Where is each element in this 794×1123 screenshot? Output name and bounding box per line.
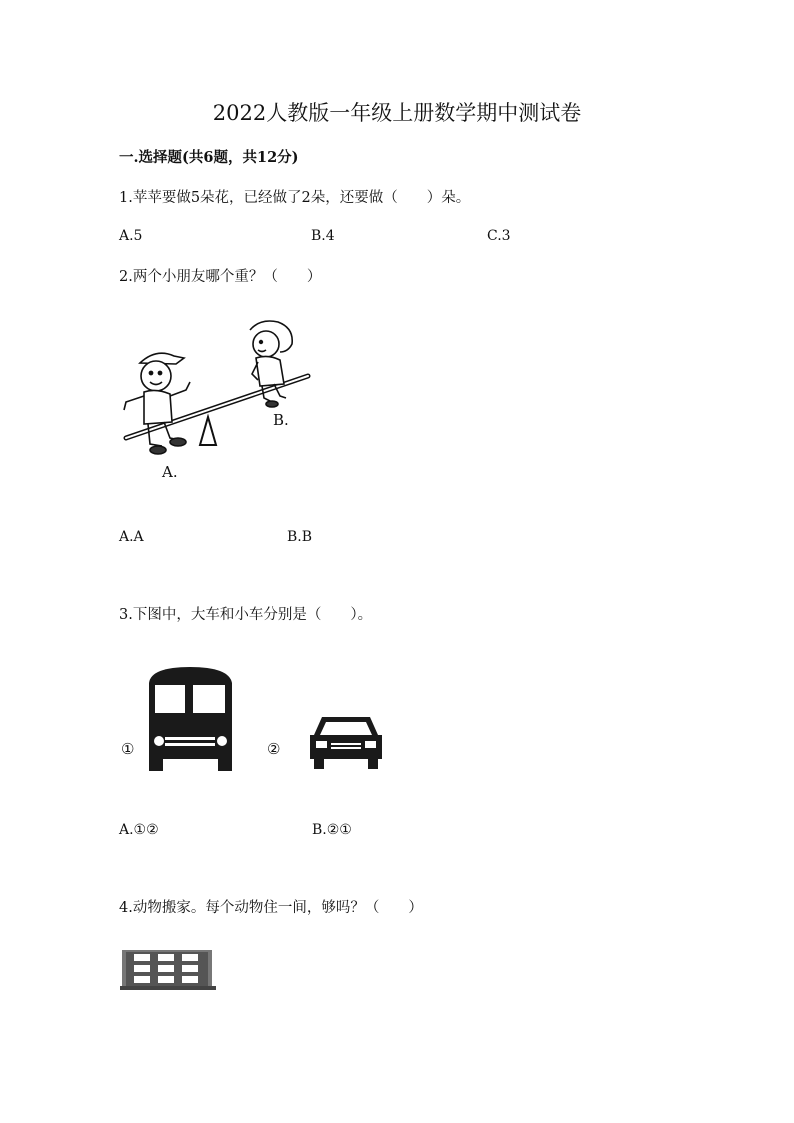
q1-option-a[interactable]: A.5 bbox=[119, 228, 143, 244]
child-b-label: B. bbox=[273, 411, 289, 429]
question-2: 2.两个小朋友哪个重？（ ） bbox=[119, 269, 322, 285]
bus-label: ① bbox=[121, 740, 135, 758]
question-3: 3.下图中，大车和小车分别是（ ）。 bbox=[119, 607, 373, 623]
section-heading: 一.选择题(共6题，共12分) bbox=[119, 149, 299, 166]
bus-icon bbox=[143, 665, 238, 773]
question-1: 1.苹苹要做5朵花，已经做了2朵，还要做（ ）朵。 bbox=[119, 190, 471, 206]
q1-option-c[interactable]: C.3 bbox=[487, 228, 511, 244]
page-title: 2022人教版一年级上册数学期中测试卷 bbox=[212, 101, 582, 125]
q1-option-b[interactable]: B.4 bbox=[311, 228, 335, 244]
q2-option-a[interactable]: A.A bbox=[119, 529, 144, 545]
q3-option-a[interactable]: A.①② bbox=[119, 822, 159, 838]
child-a-label: A. bbox=[162, 463, 178, 481]
car-icon bbox=[306, 713, 386, 771]
q2-option-b[interactable]: B.B bbox=[287, 529, 313, 545]
building-icon bbox=[120, 948, 216, 990]
q3-option-b[interactable]: B.②① bbox=[312, 822, 352, 838]
car-label: ② bbox=[267, 740, 281, 758]
question-4: 4.动物搬家。每个动物住一间，够吗？（ ） bbox=[119, 900, 423, 916]
seesaw-children-picture bbox=[118, 318, 318, 488]
